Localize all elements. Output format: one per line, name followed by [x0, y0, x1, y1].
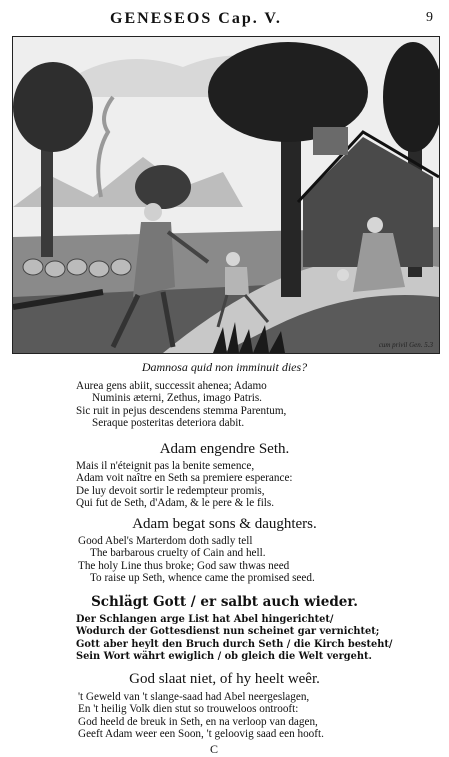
- engraving-scene: [13, 37, 439, 353]
- french-heading: Adam engendre Seth.: [159, 441, 290, 457]
- dutch-heading: God slaat niet, of hy heelt weêr.: [129, 671, 320, 687]
- verse-line: Mais il n'éteignit pas la benite semence,: [76, 460, 255, 472]
- verse-line: Gott aber heylt den Bruch durch Seth / die Kirch besteht/: [76, 638, 393, 650]
- verse-line: De luy devoit sortir le redempteur promis,: [76, 484, 265, 497]
- verse-line: Aurea gens abiit, successit ahenea; Adamo: [76, 380, 267, 392]
- verse-line: Numinis æterni, Zethus, imago Patris.: [92, 392, 262, 405]
- german-section: [0, 593, 449, 664]
- verse-line: En 't heilig Volk dien stut so trouweloos ontrooft:: [78, 703, 299, 716]
- verse-line: Geeft Adam weer een Soon, 't geloovig saad een hooft.: [78, 728, 324, 741]
- engraver-signature: cum privil Gen. 5.3: [378, 341, 433, 349]
- page-header: [0, 8, 449, 30]
- left-tree-canopy: [13, 62, 93, 152]
- verse-line: Adam voit naître en Seth sa premiere esperance:: [76, 472, 293, 485]
- verse-line: God heeld de breuk in Seth, en na verloop van dagen,: [78, 715, 318, 728]
- page-number: 9: [426, 10, 433, 25]
- plate-caption: Damnosa quid non imminuit dies?: [141, 360, 308, 374]
- verse-line: Good Abel's Marterdom doth sadly tell: [78, 535, 253, 547]
- catchword: C: [210, 742, 219, 756]
- engraving-illustration: [12, 36, 440, 354]
- verse-line: The barbarous cruelty of Cain and hell.: [90, 547, 266, 560]
- birdhouse: [313, 127, 348, 155]
- verse-line: The holy Line thus broke; God saw thwas need: [78, 559, 290, 572]
- french-section: [0, 440, 449, 510]
- running-title: GENESEOS Cap. V.: [110, 10, 282, 27]
- verse-line: 't Geweld van 't slange-saad had Abel neergeslagen,: [78, 691, 310, 703]
- dutch-section: [0, 670, 449, 741]
- german-heading: Schlägt Gott / er salbt auch wieder.: [91, 594, 358, 610]
- verse-line: Wodurch der Gottesdienst nun scheinet gar vernichtet;: [76, 626, 380, 638]
- verse-line: Qui fut de Seth, d'Adam, & le pere & le fils.: [76, 497, 275, 510]
- verse-line: Sic ruit in pejus descendens stemma Parentum,: [76, 404, 287, 417]
- verse-line: Seraque posteritas deteriora dabit.: [92, 417, 245, 430]
- english-heading: Adam begat sons & daughters.: [132, 516, 317, 532]
- verse-line: Der Schlangen arge List hat Abel hingerichtet/: [76, 614, 334, 625]
- latin-verse: [0, 380, 449, 430]
- verse-line: Sein Wort währt ewiglich / ob gleich die Welt vergeht.: [76, 651, 372, 663]
- verse-line: To raise up Seth, whence came the promised seed.: [90, 572, 315, 585]
- english-section: [0, 515, 449, 585]
